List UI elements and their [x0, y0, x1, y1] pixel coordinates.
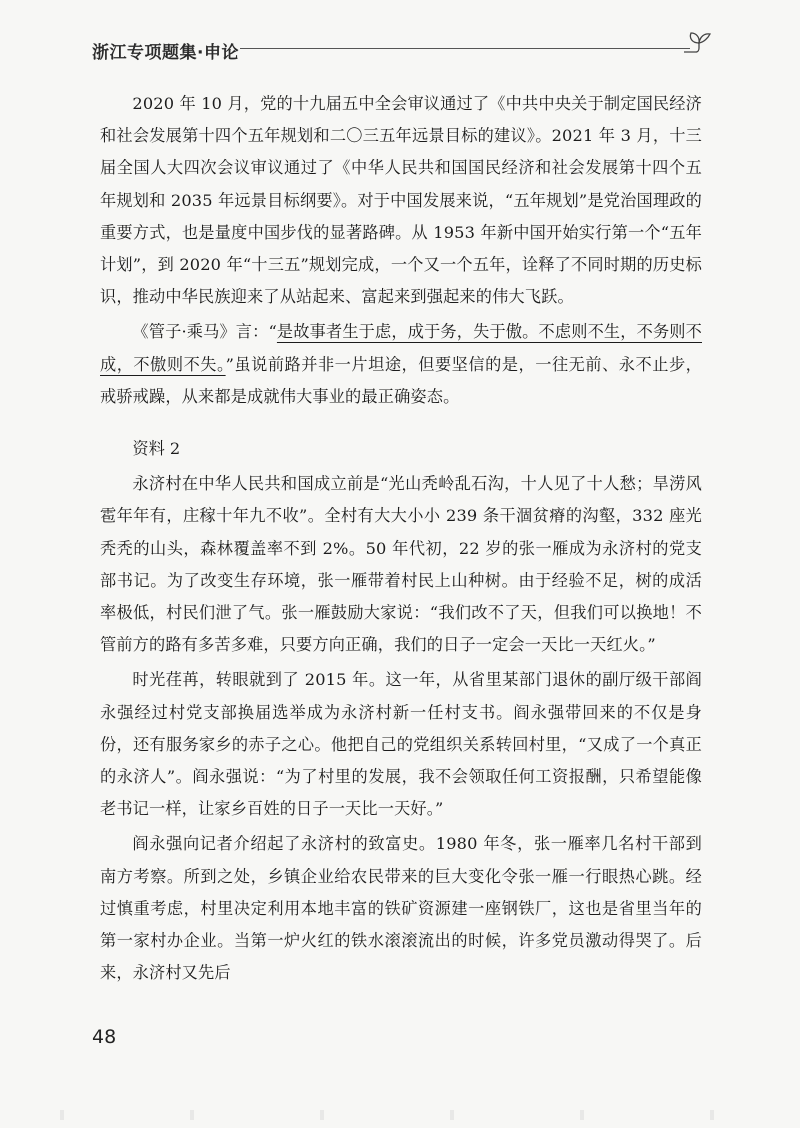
body-text	[100, 88, 702, 989]
scan-edge	[0, 1110, 800, 1120]
paragraph-village-enterprise: 阎永强向记者介绍起了永济村的致富史。1980 年冬，张一雁率几名村干部到南方考察。所到之处，乡镇企业给农民带来的巨大变化令张一雁一行眼热心跳。经过慎重考虑，村里决定利用本地丰富的铁矿资源建一座钢铁厂，这也是省里当年的第一家村办企业。当第一炉火红的铁水滚滚流出的时候，许多党员激动得哭了。后来，永济村又先后	[100, 834, 702, 983]
quote-intro: 《管子·乘马》言：“	[132, 322, 277, 342]
underlined-quote: 是故事者生于虑，成于务，失于傲。不虑则不生，不务则不成，不傲则不失。	[100, 322, 702, 374]
quote-commentary: ”虽说前路并非一片坦途，但要坚信的是，一往无前、永不止步，戒骄戒躁，从来都是成就伟大事业的最正确姿态。	[100, 354, 702, 406]
section-label-material-2: 资料 2	[132, 439, 181, 459]
sprout-icon	[682, 30, 716, 60]
book-title: 浙江专项题集·申论	[92, 43, 239, 63]
page-number: 48	[92, 1026, 117, 1048]
paragraph-five-year-plans	[100, 88, 702, 313]
paragraph-text: 2020 年 10 月，党的十九届五中全会审议通过了《中共中央关于制定国民经济和社会发展第十四个五年规划和二〇三五年远景目标的建议》。2021 年 3 月，十三届全国人大四次会议审议通过了《中华人民共和国国民经济和社会发展第十四个五年规划和 2035 年远景目标纲要》。对于中国发展来说，“五年规划”是党治国理政的重要方式，也是量度中国步伐的显著路碑。从 1953 年新中国开始实行第一个“五年计划”，到 2020 年“十三五”规划完成，一个又一个五年，诠释了不同时期的历史标识，推动中华民族迎来了从站起来、富起来到强起来的伟大飞跃。	[100, 94, 702, 307]
paragraph-yan-yongqiang: 时光荏苒，转眼就到了 2015 年。这一年，从省里某部门退休的副厅级干部阎永强经过村党支部换届选举成为永济村新一任村支书。阎永强带回来的不仅是身份，还有服务家乡的赤子之心。他把自己的党组织关系转回村里，“又成了一个真正的永济人”。阎永强说：“为了村里的发展，我不会领取任何工资报酬，只希望能像老书记一样，让家乡百姓的日子一天比一天好。”	[100, 670, 702, 819]
paragraph-yongji-village-history: 永济村在中华人民共和国成立前是“光山秃岭乱石沟，十人见了十人愁；旱涝风雹年年有，庄稼十年九不收”。全村有大大小小 239 条干涸贫瘠的沟壑，332 座光秃秃的山头，森林覆盖率不到 2%。50 年代初，22 岁的张一雁成为永济村的党支部书记。为了改变生存环境，张一雁带着村民上山种树。由于经验不足，树的成活率极低，村民们泄了气。张一雁鼓励大家说：“我们改不了天，但我们可以换地！不管前方的路有多苦多难，只要方向正确，我们的日子一定会一天比一天红火。”	[100, 474, 702, 655]
header-rule	[240, 48, 690, 49]
paragraph-guanzi-quote	[100, 316, 702, 413]
running-header	[92, 28, 722, 68]
